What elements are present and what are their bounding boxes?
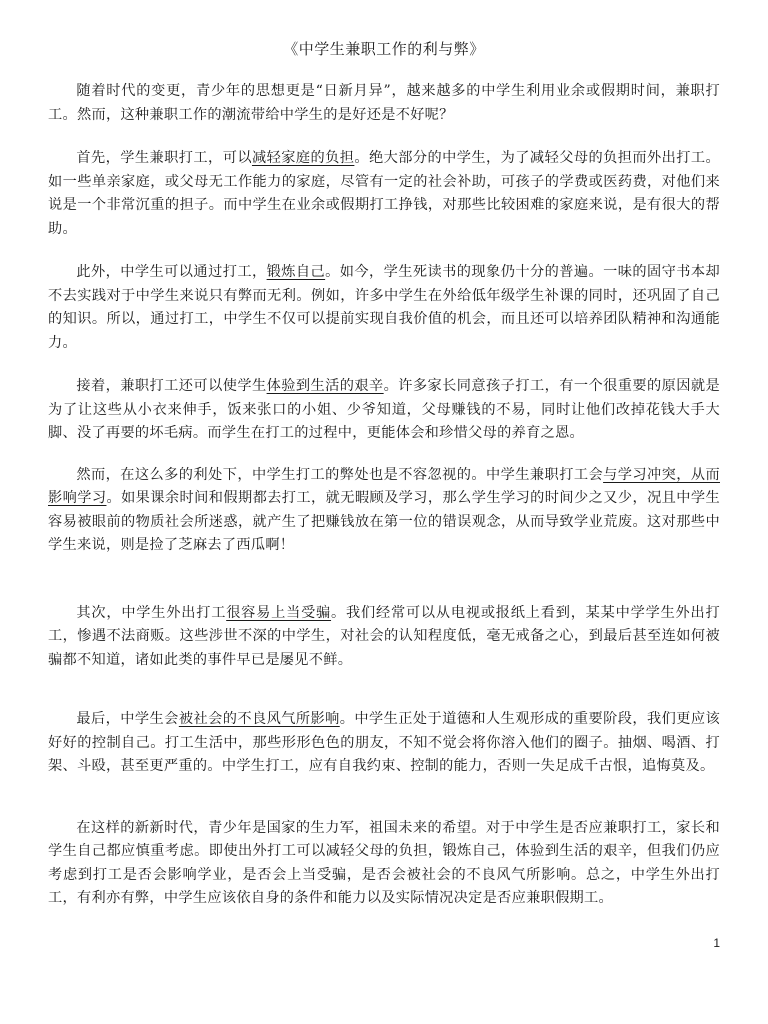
underlined-phrase: 被社会的不良风气所影响 <box>178 711 340 727</box>
paragraph <box>48 817 720 911</box>
text-run: 最后，中学生会 <box>76 711 179 727</box>
document-body <box>48 80 720 911</box>
paragraph <box>48 80 720 127</box>
text-run: 。中学生正处于道德和人生观形成的重要阶段，我们更应该好好的控制自己。打工生活中，那些形形色色的朋友，不知不觉会将你溶入他们的圈子。抽烟、喝酒、打架、斗殴，甚至更严重的。中学生打工，应有自我约束、控制的能力，否则一失足成千古恨，追悔莫及。 <box>48 711 720 774</box>
text-run: 其次，中学生外出打工 <box>76 604 227 621</box>
text-run: 此外，中学生可以通过打工， <box>76 264 267 280</box>
underlined-phrase: 减轻家庭的负担 <box>251 150 355 166</box>
underlined-phrase: 锻炼自己 <box>266 264 326 280</box>
page-number: 1 <box>713 936 720 950</box>
paragraph <box>48 147 720 241</box>
underlined-phrase: 体验到生活的艰辛 <box>266 378 384 394</box>
text-run: 首先，学生兼职打工，可以 <box>76 150 252 166</box>
paragraph <box>48 375 720 446</box>
underlined-phrase: 与学习冲突，从而影响学习 <box>48 466 720 506</box>
text-run: 在这样的新新时代，青少年是国家的生力军，祖国未来的希望。对于中学生是否应兼职打工，家长和学生自己都应慎重考虑。即使出外打工可以减轻父母的负担，锻炼自己，体验到生活的艰辛，但我们仍应考虑到打工是否会影响学业，是否会上当受骗，是否会被社会的不良风气所影响。总之，中学生外出打工，有利亦有弊，中学生应该依自身的条件和能力以及实际情况决定是否应兼职假期工。 <box>48 819 720 906</box>
paragraph <box>48 261 720 355</box>
paragraph <box>48 464 720 558</box>
paragraph <box>48 708 720 779</box>
text-run: 。如今，学生死读书的现象仍十分的普遍。一味的固守书本却不去实践对于中学生来说只有弊而无利。例如，许多中学生在外给低年级学生补课的同时，还巩固了自己的知识。所以，通过打工，中学生不仅可以提前实现自我价值的机会，而且还可以培养团队精神和沟通能力。 <box>48 264 721 351</box>
text-run: 。我们经常可以从电视或报纸上看到，某某中学学生外出打工，惨遇不法商贩。这些涉世不深的中学生，对社会的认知程度低，毫无戒备之心，到最后甚至连如何被骗都不知道，诸如此类的事件早已是屡见不鲜。 <box>48 604 720 668</box>
underlined-phrase: 很容易上当受骗 <box>226 604 332 621</box>
text-run: 接着，兼职打工还可以使学生 <box>76 378 267 394</box>
text-run: 随着时代的变更，青少年的思想更是“日新月异”，越来越多的中学生利用业余或假期时间，兼职打工。然而，这种兼职工作的潮流带给中学生的是好还是不好呢？ <box>48 83 720 123</box>
document-title: 《中学生兼职工作的利与弊》 <box>283 40 485 58</box>
text-run: 然而，在这么多的利处下，中学生打工的弊处也是不容忽视的。中学生兼职打工会 <box>76 466 604 483</box>
text-run: 。如果课余时间和假期都去打工，就无暇顾及学习，那么学生学习的时间少之又少，况且中学生容易被眼前的物质社会所迷惑，就产生了把赚钱放在第一位的错误观念，从而导致学业荒废。这对那些中学生来说，则是捡了芝麻去了西瓜啊！ <box>48 490 720 553</box>
paragraph <box>48 602 720 673</box>
text-run: 。许多家长同意孩子打工，有一个很重要的原因就是为了让这些从小衣来伸手，饭来张口的小姐、少爷知道，父母赚钱的不易，同时让他们改掉花钱大手大脚、没了再要的坏毛病。而学生在打工的过程中，更能体会和珍惜父母的养育之恩。 <box>48 378 720 441</box>
text-run: 。绝大部分的中学生，为了减轻父母的负担而外出打工。如一些单亲家庭，或父母无工作能力的家庭，尽管有一定的社会补助，可孩子的学费或医药费，对他们来说是一个非常沉重的担子。而中学生在业余或假期打工挣钱，对那些比较困难的家庭来说，是有很大的帮助。 <box>48 150 720 237</box>
